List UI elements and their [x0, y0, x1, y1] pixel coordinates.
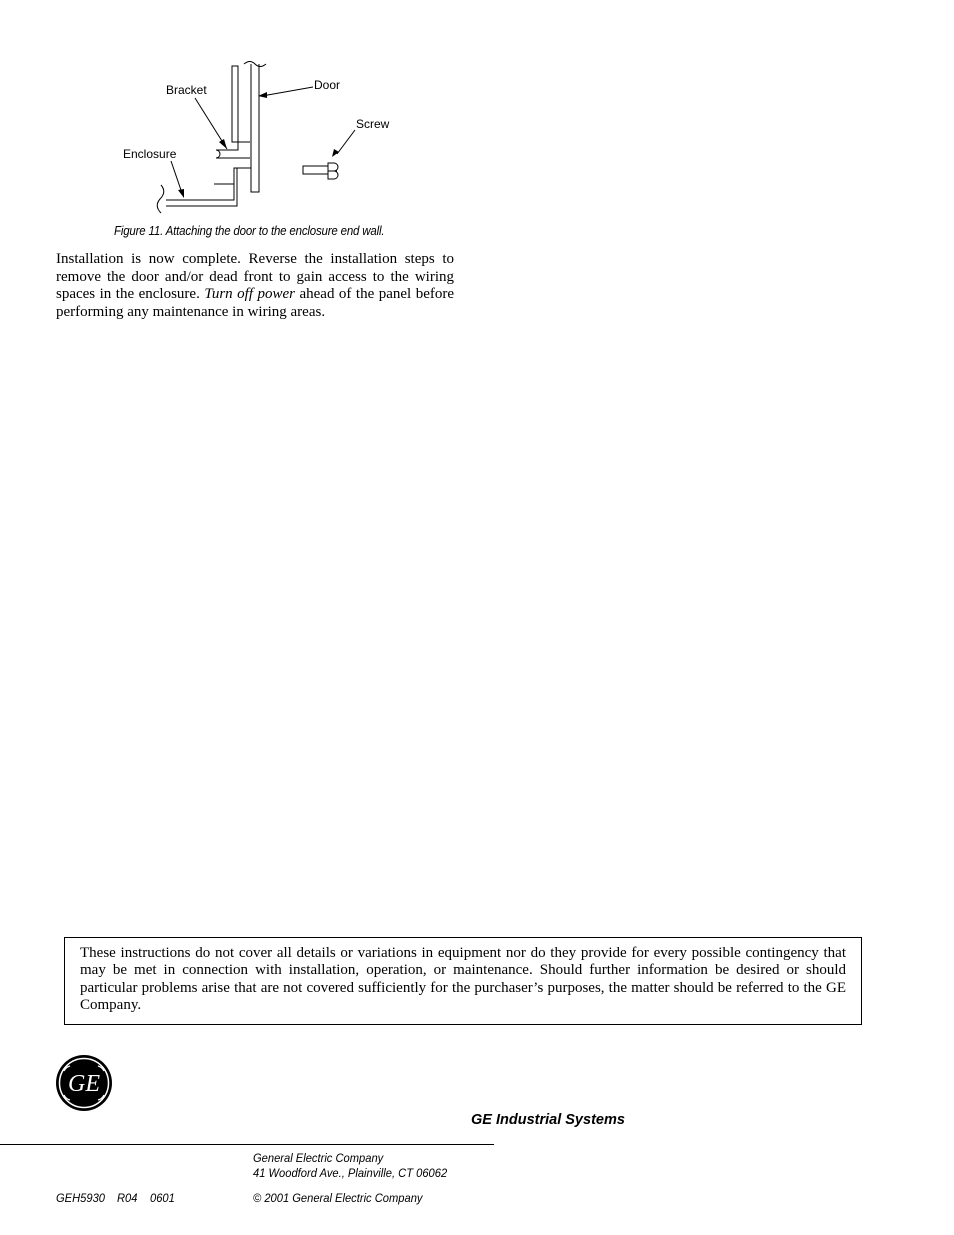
bracket-label: Bracket: [166, 83, 207, 97]
screw-label: Screw: [356, 117, 390, 131]
enclosure-break: [157, 185, 164, 213]
date-code: 0601: [150, 1191, 175, 1205]
door-label: Door: [314, 78, 341, 92]
enclosure-arrowhead: [178, 189, 184, 198]
figure-caption: Figure 11. Attaching the door to the enclosure end wall.: [114, 224, 385, 238]
bracket-shape: [216, 66, 250, 158]
company-name: GE Industrial Systems: [471, 1112, 625, 1128]
ge-logo-lettering: GE: [68, 1071, 100, 1097]
turn-off-power-emphasis: Turn off power: [204, 286, 295, 302]
disclaimer-notice: These instructions do not cover all details or variations in equipment nor do they provide for every possible contingency that may be met in connection with installation, operation, or maintenance. Should further information be desired or should particular problems arise that are not covered sufficiently for the purchaser’s purposes, the matter should be referred to the GE Company.: [64, 937, 862, 1025]
door-attachment-diagram: [110, 50, 430, 220]
figure-11: [110, 50, 430, 220]
company-address: 41 Woodford Ave., Plainville, CT 06062: [253, 1166, 448, 1180]
ge-monogram-logo: [55, 1054, 113, 1117]
enclosure-label: Enclosure: [123, 147, 177, 161]
paragraph-text-start: Installation is now complete. Reverse the installation steps to remove the door and/or dead front to gain access to the wiring spaces in the enclosure.: [56, 251, 454, 302]
document-number: GEH5930: [56, 1191, 106, 1205]
door-panel: [251, 64, 259, 192]
completion-paragraph: [56, 251, 454, 321]
paragraph-text-end: ahead of the panel before performing any maintenance in wiring areas.: [56, 286, 454, 320]
enclosure-wall: [166, 168, 251, 206]
bracket-arrowhead: [219, 139, 227, 149]
footer-rule: [0, 1144, 494, 1145]
ge-logo-icon: [55, 1054, 113, 1112]
revision-code: R04: [117, 1191, 138, 1205]
legal-company-name: General Electric Company: [253, 1151, 384, 1165]
door-top-break: [244, 62, 266, 67]
copyright-notice: © 2001 General Electric Company: [253, 1191, 423, 1205]
screw-shank: [303, 166, 328, 174]
